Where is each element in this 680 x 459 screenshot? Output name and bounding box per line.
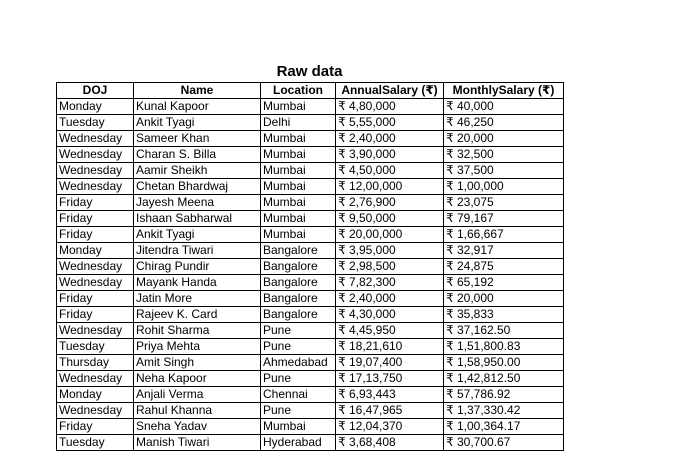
doj-cell[interactable]: Wednesday [57,323,134,339]
name-cell[interactable]: Mayank Handa [134,275,261,291]
doj-cell[interactable]: Wednesday [57,131,134,147]
table-row [57,211,564,227]
doj-cell[interactable]: Wednesday [57,163,134,179]
name-cell[interactable]: Aamir Sheikh [134,163,261,179]
monthly-salary-cell[interactable]: ₹ 57,786.92 [444,387,564,403]
monthly-salary-cell[interactable]: ₹ 30,700.67 [444,435,564,451]
header-monthly-salary[interactable]: MonthlySalary (₹) [444,83,564,99]
monthly-salary-cell[interactable]: ₹ 1,66,667 [444,227,564,243]
location-cell[interactable]: Mumbai [261,211,336,227]
table-row [57,355,564,371]
annual-salary-cell[interactable]: ₹ 5,55,000 [336,115,444,131]
name-cell[interactable]: Ishaan Sabharwal [134,211,261,227]
name-cell[interactable]: Chetan Bhardwaj [134,179,261,195]
name-cell[interactable]: Neha Kapoor [134,371,261,387]
name-cell[interactable]: Kunal Kapoor [134,99,261,115]
header-name[interactable]: Name [134,83,261,99]
name-cell[interactable]: Manish Tiwari [134,435,261,451]
location-cell[interactable]: Ahmedabad [261,355,336,371]
annual-salary-cell[interactable]: ₹ 12,04,370 [336,419,444,435]
name-cell[interactable]: Ankit Tyagi [134,227,261,243]
name-cell[interactable]: Jitendra Tiwari [134,243,261,259]
location-cell[interactable]: Bangalore [261,243,336,259]
annual-salary-cell[interactable]: ₹ 4,80,000 [336,99,444,115]
location-cell[interactable]: Mumbai [261,147,336,163]
doj-cell[interactable]: Friday [57,211,134,227]
annual-salary-cell[interactable]: ₹ 19,07,400 [336,355,444,371]
annual-salary-cell[interactable]: ₹ 3,68,408 [336,435,444,451]
monthly-salary-cell[interactable]: ₹ 1,42,812.50 [444,371,564,387]
name-cell[interactable]: Ankit Tyagi [134,115,261,131]
table-row [57,387,564,403]
table-row [57,323,564,339]
monthly-salary-cell[interactable]: ₹ 35,833 [444,307,564,323]
monthly-salary-cell[interactable]: ₹ 79,167 [444,211,564,227]
doj-cell[interactable]: Tuesday [57,435,134,451]
location-cell[interactable]: Mumbai [261,131,336,147]
table-row [57,275,564,291]
annual-salary-cell[interactable]: ₹ 18,21,610 [336,339,444,355]
location-cell[interactable]: Mumbai [261,419,336,435]
location-cell[interactable]: Mumbai [261,195,336,211]
location-cell[interactable]: Chennai [261,387,336,403]
annual-salary-cell[interactable]: ₹ 2,40,000 [336,291,444,307]
monthly-salary-cell[interactable]: ₹ 20,000 [444,291,564,307]
table-row [57,259,564,275]
monthly-salary-cell[interactable]: ₹ 37,162.50 [444,323,564,339]
name-cell[interactable]: Rohit Sharma [134,323,261,339]
annual-salary-cell[interactable]: ₹ 2,40,000 [336,131,444,147]
monthly-salary-cell[interactable]: ₹ 1,58,950.00 [444,355,564,371]
doj-cell[interactable]: Friday [57,291,134,307]
location-cell[interactable]: Pune [261,371,336,387]
doj-cell[interactable]: Wednesday [57,259,134,275]
monthly-salary-cell[interactable]: ₹ 1,51,800.83 [444,339,564,355]
raw-data-table [56,82,564,451]
doj-cell[interactable]: Tuesday [57,115,134,131]
table-row [57,339,564,355]
doj-cell[interactable]: Monday [57,387,134,403]
header-location[interactable]: Location [261,83,336,99]
monthly-salary-cell[interactable]: ₹ 40,000 [444,99,564,115]
monthly-salary-cell[interactable]: ₹ 20,000 [444,131,564,147]
monthly-salary-cell[interactable]: ₹ 24,875 [444,259,564,275]
location-cell[interactable]: Mumbai [261,227,336,243]
annual-salary-cell[interactable]: ₹ 16,47,965 [336,403,444,419]
name-cell[interactable]: Anjali Verma [134,387,261,403]
annual-salary-cell[interactable]: ₹ 4,45,950 [336,323,444,339]
header-row [57,83,564,99]
name-cell[interactable]: Jayesh Meena [134,195,261,211]
annual-salary-cell[interactable]: ₹ 4,50,000 [336,163,444,179]
monthly-salary-cell[interactable]: ₹ 32,500 [444,147,564,163]
sheet-title: Raw data [276,63,343,80]
annual-salary-cell[interactable]: ₹ 12,00,000 [336,179,444,195]
location-cell[interactable]: Bangalore [261,291,336,307]
monthly-salary-cell[interactable]: ₹ 37,500 [444,163,564,179]
annual-salary-cell[interactable]: ₹ 2,76,900 [336,195,444,211]
location-cell[interactable]: Bangalore [261,275,336,291]
name-cell[interactable]: Rajeev K. Card [134,307,261,323]
table-row [57,291,564,307]
table-row [57,131,564,147]
monthly-salary-cell[interactable]: ₹ 65,192 [444,275,564,291]
table-row [57,307,564,323]
annual-salary-cell[interactable]: ₹ 20,00,000 [336,227,444,243]
header-doj[interactable]: DOJ [57,83,134,99]
monthly-salary-cell[interactable]: ₹ 1,00,364.17 [444,419,564,435]
monthly-salary-cell[interactable]: ₹ 1,37,330.42 [444,403,564,419]
doj-cell[interactable]: Tuesday [57,339,134,355]
location-cell[interactable]: Hyderabad [261,435,336,451]
doj-cell[interactable]: Monday [57,99,134,115]
doj-cell[interactable]: Friday [57,307,134,323]
doj-cell[interactable]: Friday [57,195,134,211]
doj-cell[interactable]: Wednesday [57,403,134,419]
name-cell[interactable]: Jatin More [134,291,261,307]
table-row [57,99,564,115]
location-cell[interactable]: Bangalore [261,307,336,323]
annual-salary-cell[interactable]: ₹ 3,95,000 [336,243,444,259]
location-cell[interactable]: Pune [261,339,336,355]
doj-cell[interactable]: Wednesday [57,275,134,291]
location-cell[interactable]: Mumbai [261,163,336,179]
table-row [57,227,564,243]
name-cell[interactable]: Amit Singh [134,355,261,371]
name-cell[interactable]: Sameer Khan [134,131,261,147]
monthly-salary-cell[interactable]: ₹ 1,00,000 [444,179,564,195]
annual-salary-cell[interactable]: ₹ 6,93,443 [336,387,444,403]
annual-salary-cell[interactable]: ₹ 2,98,500 [336,259,444,275]
location-cell[interactable]: Pune [261,403,336,419]
doj-cell[interactable]: Thursday [57,355,134,371]
annual-salary-cell[interactable]: ₹ 3,90,000 [336,147,444,163]
doj-cell[interactable]: Wednesday [57,147,134,163]
monthly-salary-cell[interactable]: ₹ 32,917 [444,243,564,259]
doj-cell[interactable]: Monday [57,243,134,259]
doj-cell[interactable]: Friday [57,227,134,243]
annual-salary-cell[interactable]: ₹ 9,50,000 [336,211,444,227]
table-row [57,371,564,387]
name-cell[interactable]: Chirag Pundir [134,259,261,275]
table-body [57,99,564,451]
table-row [57,435,564,451]
annual-salary-cell[interactable]: ₹ 4,30,000 [336,307,444,323]
table-row [57,403,564,419]
table-row [57,147,564,163]
header-annual-salary[interactable]: AnnualSalary (₹) [336,83,444,99]
doj-cell[interactable]: Wednesday [57,371,134,387]
doj-cell[interactable]: Friday [57,419,134,435]
name-cell[interactable]: Rahul Khanna [134,403,261,419]
table-row [57,419,564,435]
annual-salary-cell[interactable]: ₹ 7,82,300 [336,275,444,291]
monthly-salary-cell[interactable]: ₹ 46,250 [444,115,564,131]
table-row [57,163,564,179]
annual-salary-cell[interactable]: ₹ 17,13,750 [336,371,444,387]
location-cell[interactable]: Bangalore [261,259,336,275]
monthly-salary-cell[interactable]: ₹ 23,075 [444,195,564,211]
location-cell[interactable]: Mumbai [261,179,336,195]
doj-cell[interactable]: Wednesday [57,179,134,195]
name-cell[interactable]: Priya Mehta [134,339,261,355]
table-row [57,179,564,195]
location-cell[interactable]: Mumbai [261,99,336,115]
location-cell[interactable]: Pune [261,323,336,339]
name-cell[interactable]: Charan S. Billa [134,147,261,163]
table-row [57,195,564,211]
table-row [57,243,564,259]
location-cell[interactable]: Delhi [261,115,336,131]
name-cell[interactable]: Sneha Yadav [134,419,261,435]
table-row [57,115,564,131]
